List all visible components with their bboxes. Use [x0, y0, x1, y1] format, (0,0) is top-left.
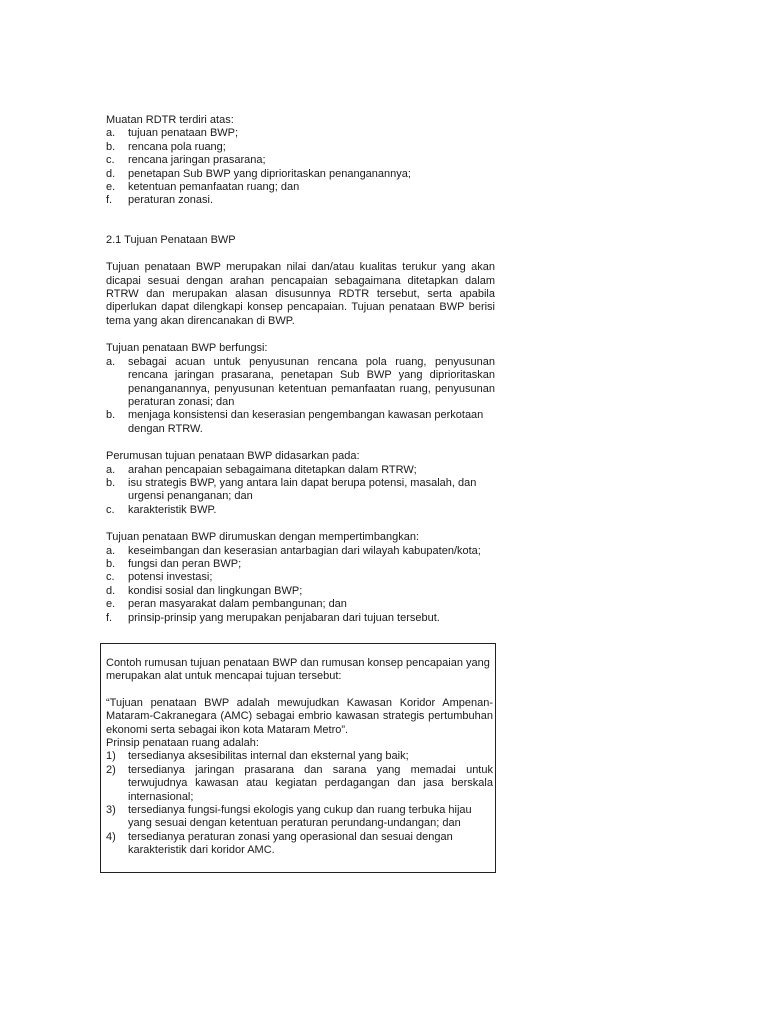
list-text: tujuan penataan BWP;: [128, 127, 239, 140]
list-item: [106, 141, 495, 154]
section-heading: 2.1 Tujuan Penataan BWP: [106, 233, 236, 246]
example-intro: Contoh rumusan tujuan penataan BWP dan rumusan konsep pencapaian yang merupakan alat untuk mencapai tujuan tersebut:: [106, 657, 490, 683]
list-text: sebagai acuan untuk penyusunan rencana pola ruang, penyusunan rencana jaringan prasarana, penetapan Sub BWP yang diprioritaskan penanganannya, penyusunan ketentuan pemanfaatan ruang, penyusunan peraturan zonasi; dan: [128, 355, 495, 408]
list-text: ketentuan pemanfaatan ruang; dan: [128, 181, 300, 194]
intro-list: [106, 127, 495, 207]
document-body: [106, 114, 495, 625]
list-marker: c.: [106, 571, 115, 584]
list-item: [106, 750, 493, 763]
intro-lead: Muatan RDTR terdiri atas:: [106, 114, 234, 126]
list-item: [106, 598, 495, 611]
list-item: [106, 612, 495, 625]
list-text: karakteristik BWP.: [128, 503, 217, 516]
dasar-list: [106, 464, 495, 518]
list-marker: c.: [106, 154, 115, 167]
list-marker: b.: [106, 476, 116, 489]
list-item: [106, 558, 495, 571]
list-text: penetapan Sub BWP yang diprioritaskan penanganannya;: [128, 167, 411, 180]
list-marker: d.: [106, 584, 116, 597]
list-marker: e.: [106, 598, 116, 611]
list-item: [106, 154, 495, 167]
list-text: tersedianya fungsi-fungsi ekologis yang cukup dan ruang terbuka hijau yang sesuai dengan ketentuan peraturan perundang-undangan; dan: [128, 804, 472, 830]
list-item: [106, 409, 495, 436]
list-marker: b.: [106, 557, 116, 570]
list-text: rencana jaringan prasarana;: [128, 154, 266, 167]
principles-lead: Prinsip penataan ruang adalah:: [106, 737, 259, 750]
list-marker: f.: [106, 194, 113, 207]
list-item: [106, 545, 495, 558]
list-marker: d.: [106, 167, 116, 180]
list-item: [106, 804, 493, 831]
list-text: peraturan zonasi.: [128, 194, 213, 207]
list-text: isu strategis BWP, yang antara lain dapat berupa potensi, masalah, dan urgensi penanganan; dan: [128, 476, 477, 503]
list-text: arahan pencapaian sebagaimana ditetapkan dalam RTRW;: [128, 463, 417, 476]
list-text: potensi investasi;: [128, 571, 213, 584]
list-marker: 4): [106, 830, 116, 843]
list-item: [106, 127, 495, 140]
list-item: [106, 764, 493, 804]
list-item: [106, 181, 495, 194]
section-paragraph: Tujuan penataan BWP merupakan nilai dan/atau kualitas terukur yang akan dicapai sesuai dengan arahan pencapaian sebagaimana ditetapkan dalam RTRW dan merupakan alasan disusunnya RDTR tersebut, serta apabila diperlukan dapat dilengkapi konsep pencapaian. Tujuan penataan BWP berisi tema yang akan direncanakan di BWP.: [106, 261, 495, 327]
list-marker: 3): [106, 804, 116, 817]
list-text: tersedianya peraturan zonasi yang operasional dan sesuai dengan karakteristik dari koridor AMC.: [128, 830, 453, 857]
fungsi-lead: Tujuan penataan BWP berfungsi:: [106, 342, 268, 355]
list-text: kondisi sosial dan lingkungan BWP;: [128, 584, 303, 597]
list-text: fungsi dan peran BWP;: [128, 557, 242, 570]
list-marker: b.: [106, 140, 116, 153]
list-marker: 1): [106, 750, 116, 763]
list-marker: a.: [106, 355, 116, 368]
list-marker: a.: [106, 127, 116, 140]
list-item: [106, 168, 495, 181]
principles-list: [106, 750, 493, 857]
dasar-lead: Perumusan tujuan penataan BWP didasarkan pada:: [106, 450, 360, 463]
list-item: [106, 194, 495, 207]
example-box-content: [106, 657, 493, 858]
list-text: rencana pola ruang;: [128, 140, 226, 153]
pertimbangan-list: [106, 545, 495, 625]
pertimbangan-lead: Tujuan penataan BWP dirumuskan dengan mempertimbangkan:: [106, 531, 420, 544]
list-text: keseimbangan dan keserasian antarbagian dari wilayah kabupaten/kota;: [128, 544, 481, 557]
list-marker: 2): [106, 763, 116, 776]
list-marker: a.: [106, 463, 116, 476]
list-text: tersedianya jaringan prasarana dan sarana yang memadai untuk terwujudnya kawasan atau kegiatan perdagangan dan jasa berskala internasional;: [128, 763, 493, 803]
list-marker: f.: [106, 611, 113, 624]
list-item: [106, 477, 495, 504]
list-item: [106, 831, 493, 858]
list-text: tersedianya aksesibilitas internal dan eksternal yang baik;: [128, 750, 409, 763]
list-marker: c.: [106, 503, 115, 516]
list-text: menjaga konsistensi dan keserasian pengembangan kawasan perkotaan dengan RTRW.: [128, 409, 484, 435]
list-item: [106, 585, 495, 598]
list-marker: e.: [106, 181, 116, 194]
list-item: [106, 464, 495, 477]
list-item: [106, 504, 495, 517]
list-text: peran masyarakat dalam pembangunan; dan: [128, 598, 347, 611]
fungsi-list: [106, 356, 495, 436]
list-marker: a.: [106, 544, 116, 557]
list-marker: b.: [106, 409, 116, 422]
list-item: [106, 571, 495, 584]
example-box: [100, 643, 496, 873]
list-text: prinsip-prinsip yang merupakan penjabaran dari tujuan tersebut.: [128, 611, 440, 624]
example-quote: “Tujuan penataan BWP adalah mewujudkan Kawasan Koridor Ampenan-Mataram-Cakranegara (AMC) sebagai embrio kawasan strategis pertumbuhan ekonomi serta sebagai ikon kota Mataram Metro”.: [106, 696, 493, 736]
list-item: [106, 356, 495, 410]
